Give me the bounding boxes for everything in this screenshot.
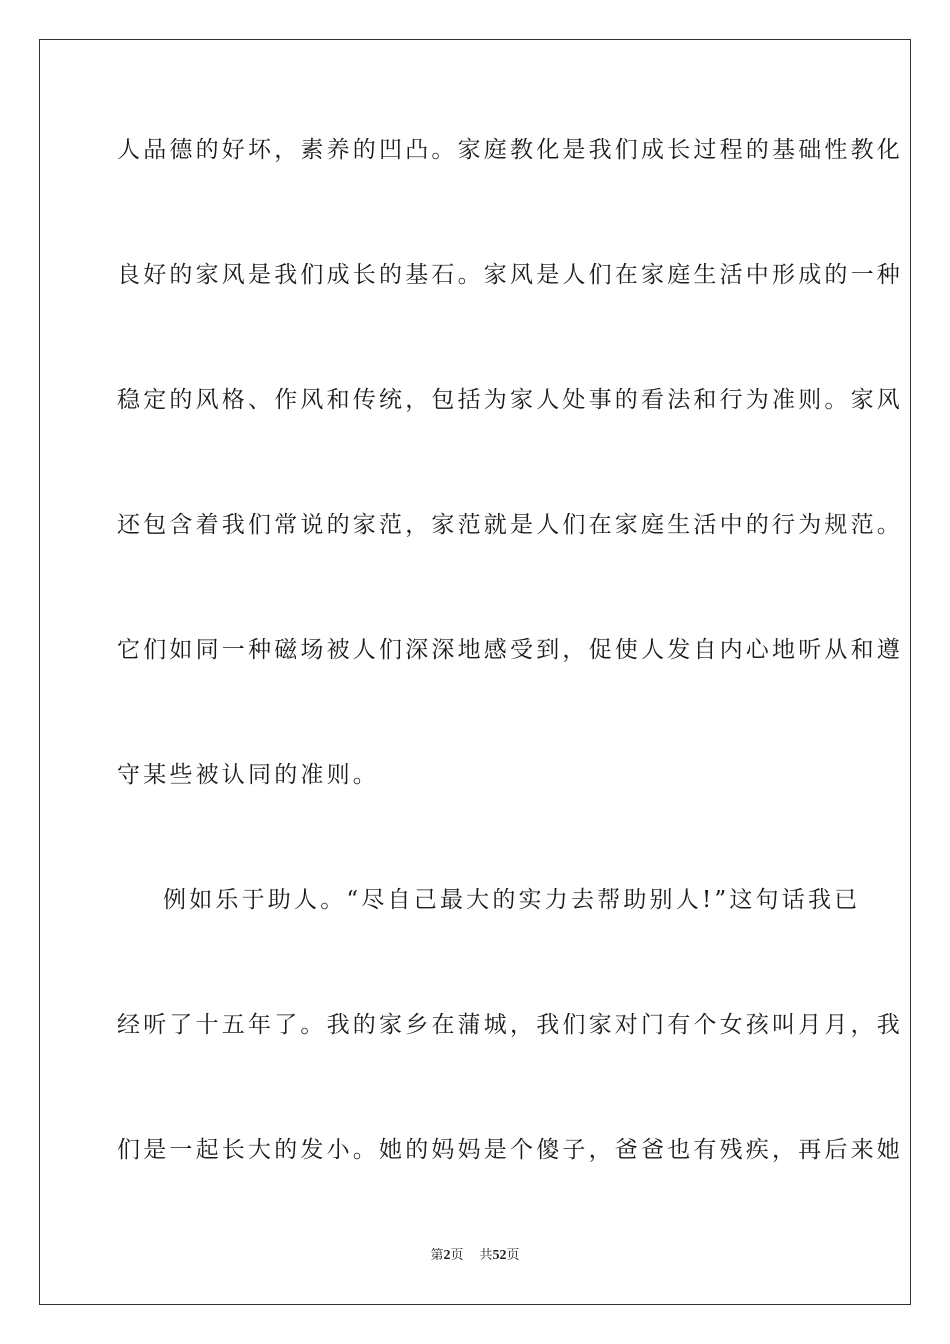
page-suffix: 页: [450, 1248, 464, 1263]
total-pages: 52: [492, 1248, 507, 1263]
text-line-1: 人品德的好坏，素养的凹凸。家庭教化是我们成长过程的基础性教化: [117, 137, 903, 163]
page-number: 2: [443, 1248, 451, 1263]
text-line-7: 例如乐于助人。“尽自己最大的实力去帮助别人!”这句话我已: [163, 887, 861, 913]
total-suffix: 页: [506, 1248, 520, 1263]
text-line-9: 们是一起长大的发小。她的妈妈是个傻子，爸爸也有残疾，再后来她: [117, 1137, 903, 1163]
page-prefix: 第: [430, 1248, 444, 1263]
page-border: [39, 39, 911, 1305]
text-line-3: 稳定的风格、作风和传统，包括为家人处事的看法和行为准则。家风: [117, 387, 903, 413]
total-prefix: 共: [479, 1248, 493, 1263]
page-footer: [0, 1244, 950, 1264]
text-line-6: 守某些被认同的准则。: [117, 762, 379, 788]
text-line-4: 还包含着我们常说的家范，家范就是人们在家庭生活中的行为规范。: [117, 512, 903, 538]
text-line-5: 它们如同一种磁场被人们深深地感受到，促使人发自内心地听从和遵: [117, 637, 903, 663]
text-line-8: 经听了十五年了。我的家乡在蒲城，我们家对门有个女孩叫月月，我: [117, 1012, 903, 1038]
text-line-2: 良好的家风是我们成长的基石。家风是人们在家庭生活中形成的一种: [117, 262, 903, 288]
